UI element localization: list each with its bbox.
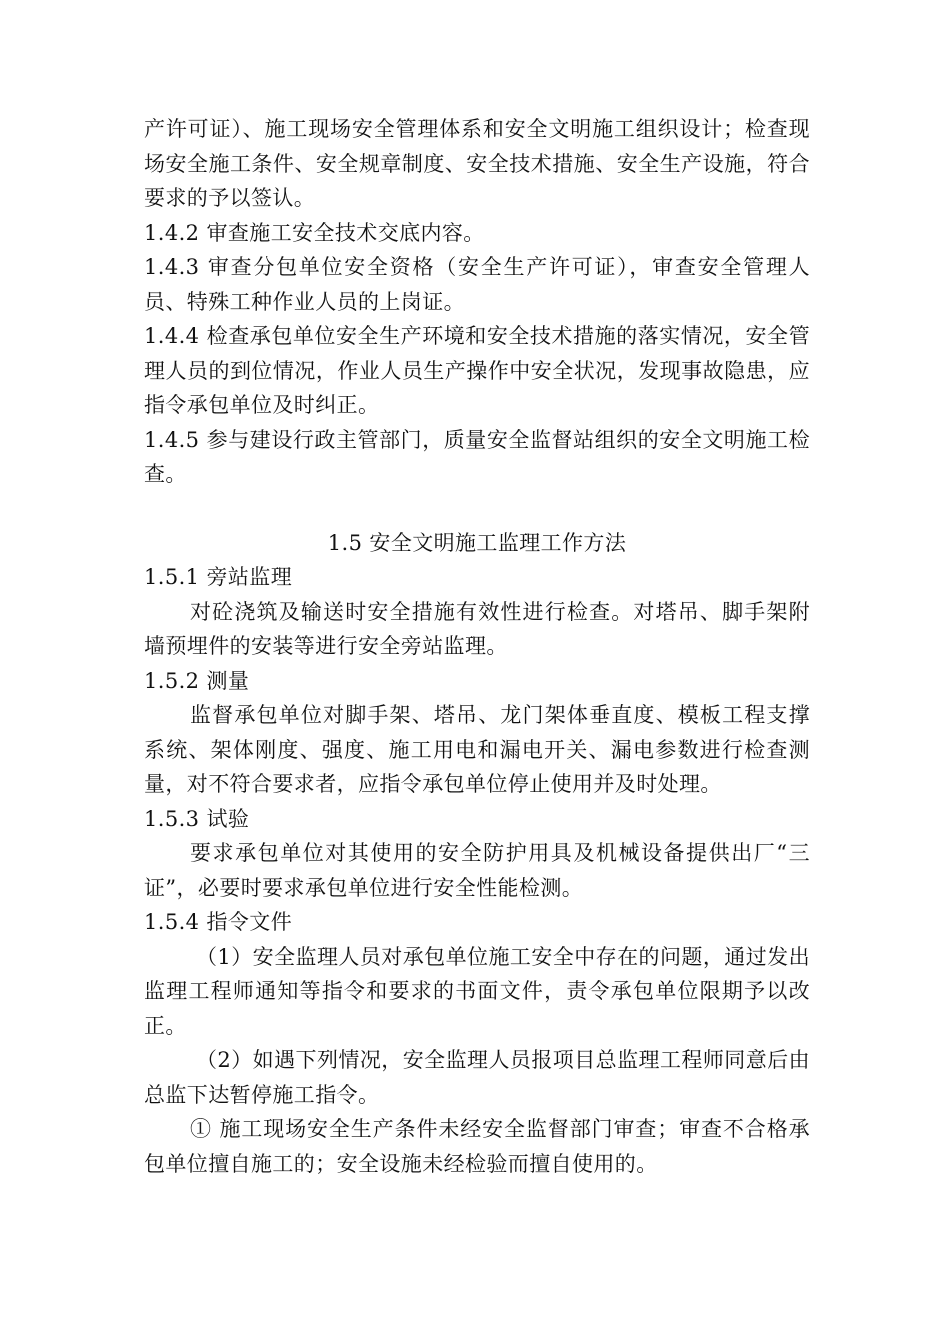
paragraph-1-5-2: 监督承包单位对脚手架、塔吊、龙门架体垂直度、模板工程支撑系统、架体刚度、强度、施工用电和漏电开关、漏电参数进行检查测量，对不符合要求者，应指令承包单位停止使用并及时处理。 [144,703,810,796]
paragraph-1-4-2: 1.4.2 审查施工安全技术交底内容。 [144,220,485,245]
paragraph-1-5-4-item-1: （1）安全监理人员对承包单位施工安全中存在的问题，通过发出监理工程师通知等指令和要求的书面文件，责令承包单位限期予以改正。 [144,944,810,1038]
paragraph-1-5-4-subitem-1: ① 施工现场安全生产条件未经安全监督部门审查；审查不合格承包单位擅自施工的；安全设施未经检验而擅自使用的。 [144,1117,810,1176]
paragraph-1-4-1-continued: 产许可证）、施工现场安全管理体系和安全文明施工组织设计；检查现场安全施工条件、安全规章制度、安全技术措施、安全生产设施，符合要求的予以签认。 [144,117,810,210]
paragraph-1-4-5: 1.4.5 参与建设行政主管部门，质量安全监督站组织的安全文明施工检查。 [144,427,810,486]
paragraph-1-5-4-item-2: （2）如遇下列情况，安全监理人员报项目总监理工程师同意后由总监下达暂停施工指令。 [144,1048,810,1107]
section-heading-1-5: 1.5 安全文明施工监理工作方法 [327,530,627,555]
paragraph-1-4-3: 1.4.3 审查分包单位安全资格（安全生产许可证），审查安全管理人员、特殊工种作业人员的上岗证。 [144,255,810,314]
document-body [144,112,810,1181]
section-spacer [144,492,810,526]
paragraph-1-5-3: 要求承包单位对其使用的安全防护用具及机械设备提供出厂“三证”，必要时要求承包单位进行安全性能检测。 [144,841,810,900]
paragraph-1-5-1: 对砼浇筑及输送时安全措施有效性进行检查。对塔吊、脚手架附墙预埋件的安装等进行安全旁站监理。 [144,599,810,658]
subheading-1-5-3: 1.5.3 试验 [144,806,250,831]
subheading-1-5-2: 1.5.2 测量 [144,668,250,693]
subheading-1-5-1: 1.5.1 旁站监理 [144,565,293,589]
paragraph-1-4-4: 1.4.4 检查承包单位安全生产环境和安全技术措施的落实情况，安全管理人员的到位情况，作业人员生产操作中安全状况，发现事故隐患，应指令承包单位及时纠正。 [144,324,810,417]
subheading-1-5-4: 1.5.4 指令文件 [144,910,293,934]
